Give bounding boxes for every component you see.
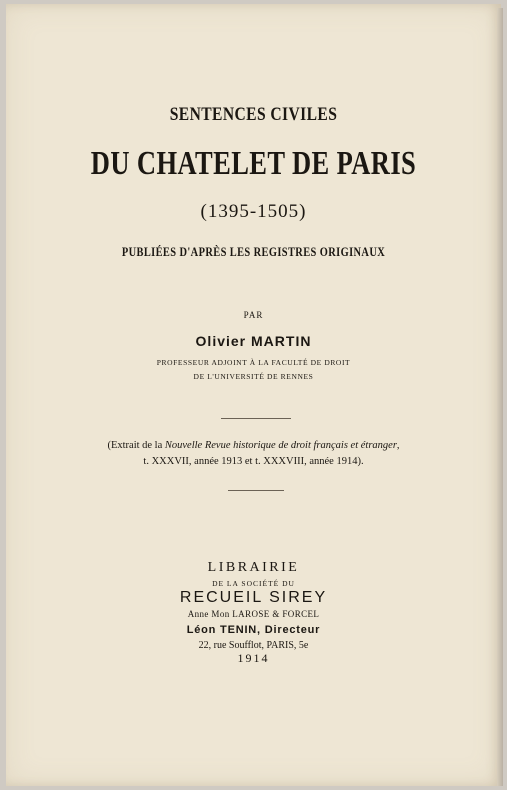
title-dates: (1395-1505) [200,201,307,222]
publication-year: 1914 [237,651,270,665]
divider-rule-2 [228,490,284,491]
publisher-society: DE LA SOCIÉTÉ DU [212,579,295,588]
extract-line-1 [6,440,501,451]
author-position-line-2: DE L'UNIVERSITÉ DE RENNES [193,372,314,381]
divider-rule [221,418,291,419]
title-subtitle: PUBLIÉES D'APRÈS LES REGISTRES ORIGINAUX [121,244,386,259]
publisher-address: 22, rue Soufflot, PARIS, 5e [198,640,309,651]
author-par: PAR [243,310,264,320]
extract-journal-title: Nouvelle Revue historique de droit français et étranger [164,440,397,451]
title-line-2: DU CHATELET DE PARIS [90,145,417,182]
publisher-recueil: RECUEIL SIREY [179,589,328,606]
extract-suffix: , [396,440,400,451]
extract-line-2: t. XXXVII, année 1913 et t. XXXVIII, année 1914). [143,456,364,467]
publisher-librairie: LIBRAIRIE [207,560,300,575]
publisher-ancienne: Anne Mon LAROSE & FORCEL [187,609,320,619]
publisher-director: Léon TENIN, Directeur [186,624,321,636]
extract-prefix: (Extrait de la [107,440,165,451]
page-edge [497,8,503,786]
author-name: Olivier MARTIN [195,333,312,349]
title-line-1: SENTENCES CIVILES [169,104,338,125]
author-position-line-1: PROFESSEUR ADJOINT À LA FACULTÉ DE DROIT [156,358,351,367]
title-page [6,4,501,786]
